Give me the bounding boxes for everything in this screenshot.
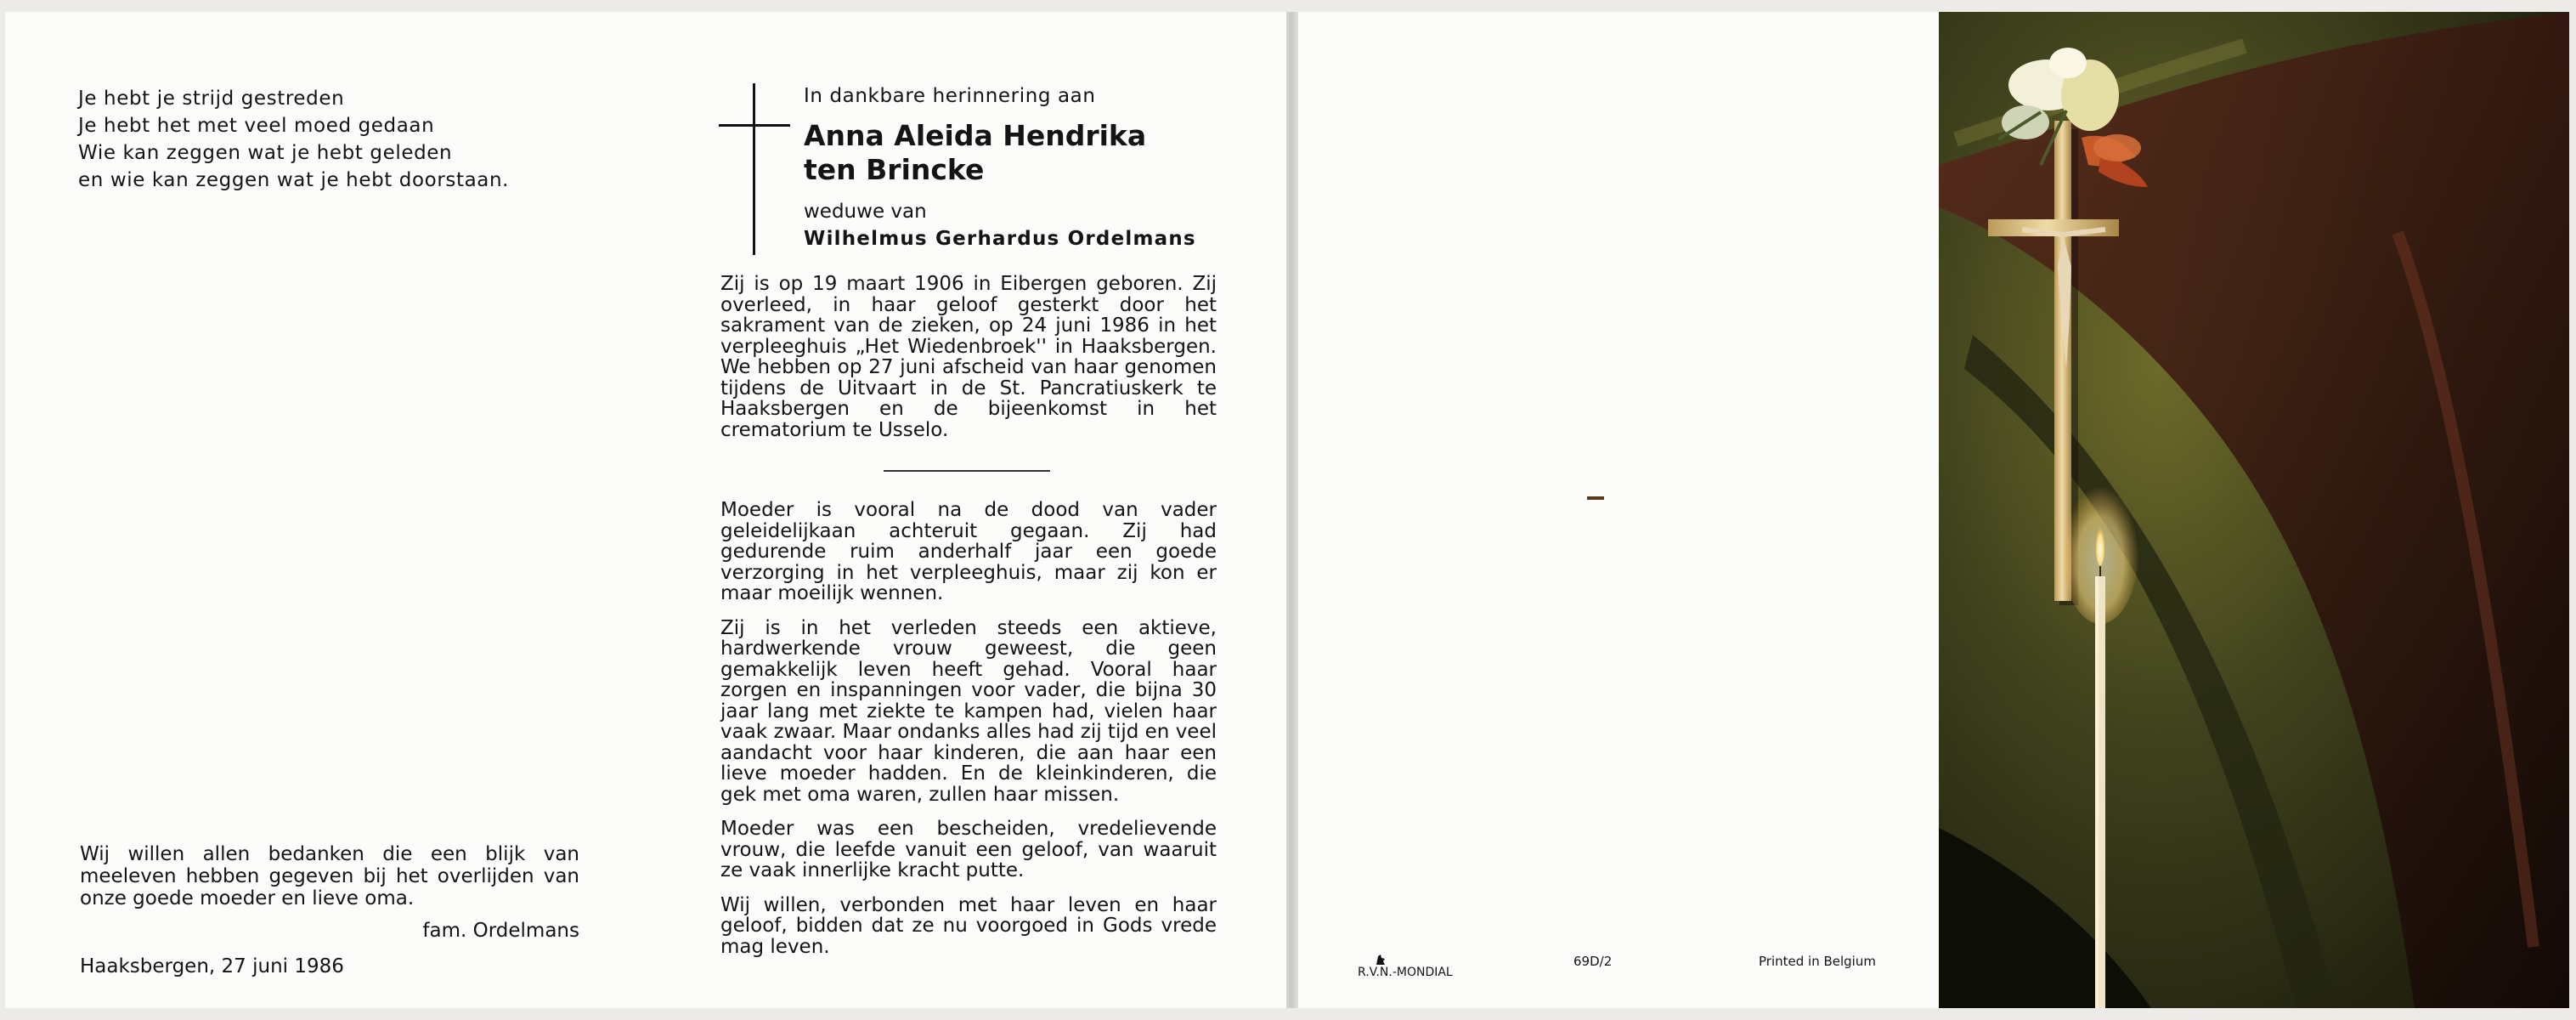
story-paragraph: Zij is in het verleden steeds een aktieve, hardwerkende vrouw geweest, die geen gemakkelijk leven heeft gehad. Vooral haar zorgen en inspanningen voor vader, die bijna 30 jaar lang met ziekte te kampen had, vielen haar vaak zwaar. Maar ondanks alles had zij tijd en veel aandacht voor haar kinderen, die aan haar een lieve moeder hadden. En de kleinkinderen, die gek met oma waren, zullen haar missen. [720, 616, 1217, 806]
story-paragraph: Wij willen, verbonden met haar leven en haar geloof, bidden dat ze nu voorgoed in Gods vrede mag leven. [720, 893, 1217, 958]
print-speck [1587, 496, 1604, 500]
crucifix-photo-image [1939, 12, 2569, 1008]
family-signature: fam. Ordelmans [422, 920, 579, 942]
poem-line: Je hebt je strijd gestreden [78, 88, 345, 110]
publisher-name: R.V.N.-MONDIAL [1358, 966, 1453, 979]
publisher-mark [1358, 954, 1453, 979]
card-code: 69D/2 [1573, 954, 1613, 969]
deceased-name [804, 119, 1146, 187]
husband-name: Wilhelmus Gerhardus Ordelmans [804, 228, 1196, 250]
crucifix-photo [1939, 12, 2569, 1008]
widow-label: weduwe van [804, 201, 927, 223]
card-fold [1286, 12, 1298, 1008]
memorial-intro: In dankbare herinnering aan [804, 85, 1096, 107]
cross-icon-bar [719, 124, 790, 127]
thanks-text: Wij willen allen bedanken die een blijk van meeleven hebben gegeven bij het overlijden van onze goede moeder en lieve oma. [80, 843, 579, 910]
cross-icon [753, 83, 755, 255]
poem-line: Wie kan zeggen wat je hebt geleden [78, 142, 453, 164]
deceased-name-line2: ten Brincke [804, 153, 985, 186]
deceased-name-line1: Anna Aleida Hendrika [804, 119, 1147, 152]
place-date: Haaksbergen, 27 juni 1986 [80, 955, 344, 978]
publisher-logo-icon [1373, 954, 1388, 966]
story-paragraph: Moeder was een bescheiden, vredelievende vrouw, die leefde vanuit een geloof, van waaruit ze vaak innerlijke kracht putte. [720, 818, 1217, 881]
poem [78, 85, 509, 194]
biography-paragraph: Zij is op 19 maart 1906 in Eibergen geboren. Zij overleed, in haar geloof gesterkt door het sakrament van de zieken, op 24 juni 1986 in het verpleeghuis „Het Wiedenbroek'' in Haaksbergen. We hebben op 27 juni afscheid van haar genomen tijdens de Uitvaart in de St. Pancratiuskerk te Haaksbergen en de bijeenkomst in het crematorium te Usselo. [720, 273, 1217, 441]
poem-line: en wie kan zeggen wat je hebt doorstaan. [78, 169, 510, 191]
divider [884, 470, 1050, 472]
story [720, 500, 1217, 971]
printed-in: Printed in Belgium [1759, 954, 1876, 969]
story-paragraph: Moeder is vooral na de dood van vader geleidelijkaan achteruit gegaan. Zij had gedurende ruim anderhalf jaar een goede verzorging in het verpleeghuis, maar zij kon er maar moeilijk wennen. [720, 499, 1217, 604]
poem-line: Je hebt het met veel moed gedaan [78, 115, 435, 137]
